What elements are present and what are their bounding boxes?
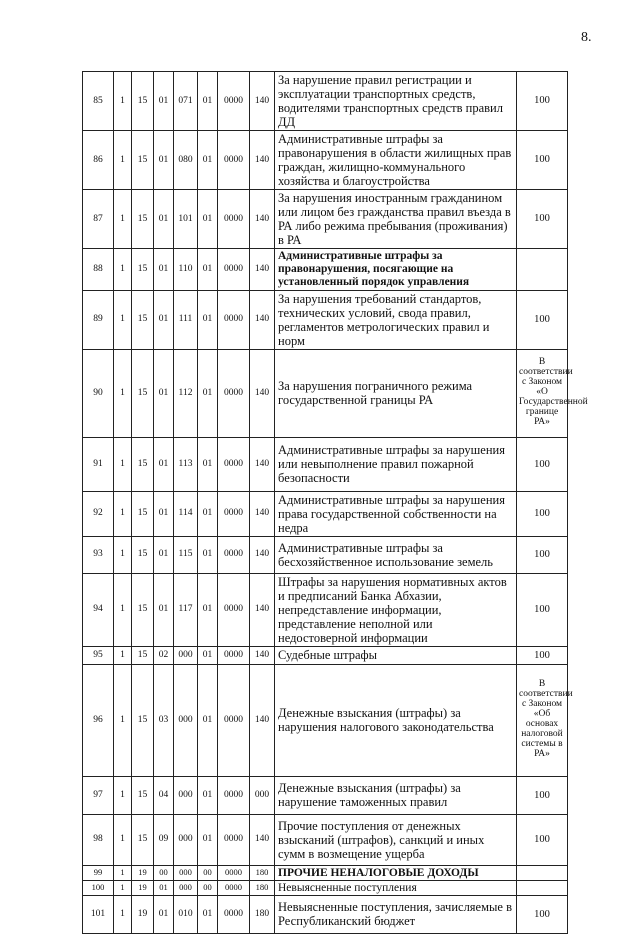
code-cell: 01 — [198, 646, 218, 664]
description-cell: Денежные взыскания (штрафы) за нарушения налогового законодательства — [275, 664, 517, 776]
row-number-cell: 95 — [83, 646, 114, 664]
code-cell: 0000 — [218, 880, 250, 895]
table-row — [83, 880, 568, 895]
page-number: 8. — [581, 30, 592, 45]
code-cell: 01 — [154, 190, 174, 249]
code-cell: 140 — [250, 249, 275, 291]
code-cell: 114 — [174, 491, 198, 536]
code-cell: 0000 — [218, 646, 250, 664]
code-cell: 113 — [174, 437, 198, 491]
code-cell: 000 — [174, 646, 198, 664]
value-cell: 100 — [517, 190, 568, 249]
code-cell: 1 — [114, 290, 132, 349]
row-number-cell: 86 — [83, 131, 114, 190]
value-cell — [517, 880, 568, 895]
code-cell: 01 — [198, 131, 218, 190]
code-cell: 01 — [198, 437, 218, 491]
code-cell: 15 — [132, 290, 154, 349]
description-cell: Административные штрафы за правонарушения, посягающие на установленный порядок управления — [275, 249, 517, 291]
code-cell: 01 — [198, 491, 218, 536]
code-cell: 01 — [198, 814, 218, 865]
code-cell: 01 — [154, 880, 174, 895]
code-cell: 1 — [114, 72, 132, 131]
description-cell: Административные штрафы за бесхозяйственное использование земель — [275, 536, 517, 573]
table-row — [83, 776, 568, 814]
table-row — [83, 646, 568, 664]
code-cell: 080 — [174, 131, 198, 190]
code-cell: 0000 — [218, 437, 250, 491]
row-number-cell: 94 — [83, 573, 114, 646]
table-row — [83, 72, 568, 131]
code-cell: 0000 — [218, 131, 250, 190]
table-row — [83, 190, 568, 249]
code-cell: 01 — [154, 349, 174, 437]
code-cell: 15 — [132, 190, 154, 249]
code-cell: 000 — [250, 776, 275, 814]
code-cell: 01 — [154, 72, 174, 131]
row-number-cell: 92 — [83, 491, 114, 536]
code-cell: 0000 — [218, 814, 250, 865]
description-cell: Административные штрафы за правонарушения в области жилищных прав граждан, жилищно-коммунального хозяйства и благоустройства — [275, 131, 517, 190]
code-cell: 01 — [154, 536, 174, 573]
code-cell: 000 — [174, 776, 198, 814]
row-number-cell: 88 — [83, 249, 114, 291]
code-cell: 15 — [132, 573, 154, 646]
table-row — [83, 664, 568, 776]
code-cell: 01 — [154, 290, 174, 349]
description-cell: ПРОЧИЕ НЕНАЛОГОВЫЕ ДОХОДЫ — [275, 865, 517, 880]
value-cell: 100 — [517, 290, 568, 349]
code-cell: 1 — [114, 895, 132, 933]
code-cell: 02 — [154, 646, 174, 664]
code-cell: 04 — [154, 776, 174, 814]
code-cell: 1 — [114, 190, 132, 249]
code-cell: 09 — [154, 814, 174, 865]
table-row — [83, 349, 568, 437]
code-cell: 01 — [198, 349, 218, 437]
value-cell: 100 — [517, 814, 568, 865]
row-number-cell: 85 — [83, 72, 114, 131]
code-cell: 115 — [174, 536, 198, 573]
value-cell: 100 — [517, 536, 568, 573]
code-cell: 01 — [154, 491, 174, 536]
code-cell: 140 — [250, 290, 275, 349]
code-cell: 15 — [132, 131, 154, 190]
code-cell: 01 — [198, 190, 218, 249]
code-cell: 140 — [250, 646, 275, 664]
code-cell: 1 — [114, 865, 132, 880]
code-cell: 180 — [250, 895, 275, 933]
row-number-cell: 97 — [83, 776, 114, 814]
table-row — [83, 491, 568, 536]
code-cell: 19 — [132, 865, 154, 880]
description-cell: Денежные взыскания (штрафы) за нарушение таможенных правил — [275, 776, 517, 814]
code-cell: 1 — [114, 536, 132, 573]
value-cell: В соответствии с Законом «О Государственной границе РА» — [517, 349, 568, 437]
code-cell: 15 — [132, 491, 154, 536]
code-cell: 140 — [250, 349, 275, 437]
code-cell: 101 — [174, 190, 198, 249]
value-cell: В соответствии с Законом «Об основах налоговой системы в РА» — [517, 664, 568, 776]
code-cell: 1 — [114, 349, 132, 437]
code-cell: 0000 — [218, 573, 250, 646]
code-cell: 1 — [114, 646, 132, 664]
code-cell: 01 — [198, 536, 218, 573]
code-cell: 15 — [132, 646, 154, 664]
code-cell: 00 — [154, 865, 174, 880]
code-cell: 03 — [154, 664, 174, 776]
code-cell: 0000 — [218, 72, 250, 131]
code-cell: 01 — [198, 573, 218, 646]
description-cell: За нарушение правил регистрации и эксплуатации транспортных средств, водителями транспортных средств правил ДД — [275, 72, 517, 131]
code-cell: 15 — [132, 536, 154, 573]
description-cell: Административные штрафы за нарушения или невыполнение правил пожарной безопасности — [275, 437, 517, 491]
code-cell: 01 — [154, 573, 174, 646]
description-cell: За нарушения пограничного режима государственной границы РА — [275, 349, 517, 437]
code-cell: 1 — [114, 814, 132, 865]
row-number-cell: 96 — [83, 664, 114, 776]
code-cell: 00 — [198, 880, 218, 895]
code-cell: 15 — [132, 437, 154, 491]
table-row — [83, 249, 568, 291]
code-cell: 140 — [250, 664, 275, 776]
code-cell: 117 — [174, 573, 198, 646]
code-cell: 01 — [154, 895, 174, 933]
row-number-cell: 99 — [83, 865, 114, 880]
code-cell: 01 — [198, 895, 218, 933]
code-cell: 15 — [132, 349, 154, 437]
value-cell — [517, 249, 568, 291]
value-cell: 100 — [517, 776, 568, 814]
row-number-cell: 93 — [83, 536, 114, 573]
code-cell: 000 — [174, 880, 198, 895]
description-cell: Штрафы за нарушения нормативных актов и предписаний Банка Абхазии, непредставление информации, представление неполной или недостоверной информации — [275, 573, 517, 646]
code-cell: 0000 — [218, 290, 250, 349]
description-cell: Невыясненные поступления — [275, 880, 517, 895]
code-cell: 1 — [114, 880, 132, 895]
code-cell: 110 — [174, 249, 198, 291]
code-cell: 00 — [198, 865, 218, 880]
value-cell: 100 — [517, 646, 568, 664]
code-cell: 000 — [174, 865, 198, 880]
code-cell: 010 — [174, 895, 198, 933]
code-cell: 0000 — [218, 249, 250, 291]
value-cell: 100 — [517, 72, 568, 131]
code-cell: 0000 — [218, 895, 250, 933]
code-cell: 140 — [250, 437, 275, 491]
code-cell: 0000 — [218, 190, 250, 249]
table-row — [83, 865, 568, 880]
code-cell: 1 — [114, 131, 132, 190]
code-cell: 19 — [132, 895, 154, 933]
code-cell: 01 — [154, 437, 174, 491]
table-row — [83, 536, 568, 573]
code-cell: 140 — [250, 573, 275, 646]
value-cell: 100 — [517, 895, 568, 933]
code-cell: 1 — [114, 776, 132, 814]
description-cell: Прочие поступления от денежных взысканий (штрафов), санкций и иных сумм в возмещение ущерба — [275, 814, 517, 865]
code-cell: 0000 — [218, 349, 250, 437]
code-cell: 15 — [132, 249, 154, 291]
code-cell: 1 — [114, 664, 132, 776]
description-cell: Судебные штрафы — [275, 646, 517, 664]
code-cell: 140 — [250, 491, 275, 536]
row-number-cell: 101 — [83, 895, 114, 933]
row-number-cell: 89 — [83, 290, 114, 349]
code-cell: 111 — [174, 290, 198, 349]
code-cell: 112 — [174, 349, 198, 437]
code-cell: 1 — [114, 573, 132, 646]
code-cell: 01 — [154, 249, 174, 291]
table-row — [83, 573, 568, 646]
code-cell: 15 — [132, 664, 154, 776]
description-cell: За нарушения иностранным гражданином или лицом без гражданства правил въезда в РА либо режима пребывания (проживания) в РА — [275, 190, 517, 249]
code-cell: 1 — [114, 437, 132, 491]
code-cell: 140 — [250, 72, 275, 131]
row-number-cell: 98 — [83, 814, 114, 865]
row-number-cell: 90 — [83, 349, 114, 437]
value-cell — [517, 865, 568, 880]
table-row — [83, 290, 568, 349]
description-cell: Невыясненные поступления, зачисляемые в Республиканский бюджет — [275, 895, 517, 933]
code-cell: 140 — [250, 536, 275, 573]
value-cell: 100 — [517, 437, 568, 491]
value-cell: 100 — [517, 491, 568, 536]
revenue-classification-table — [82, 71, 588, 934]
table-row — [83, 895, 568, 933]
code-cell: 0000 — [218, 491, 250, 536]
code-cell: 0000 — [218, 865, 250, 880]
code-cell: 01 — [154, 131, 174, 190]
row-number-cell: 91 — [83, 437, 114, 491]
code-cell: 15 — [132, 72, 154, 131]
code-cell: 01 — [198, 249, 218, 291]
table-row — [83, 814, 568, 865]
value-cell: 100 — [517, 131, 568, 190]
code-cell: 01 — [198, 72, 218, 131]
code-cell: 000 — [174, 664, 198, 776]
code-cell: 140 — [250, 190, 275, 249]
code-cell: 01 — [198, 290, 218, 349]
code-cell: 1 — [114, 249, 132, 291]
code-cell: 15 — [132, 776, 154, 814]
code-cell: 01 — [198, 664, 218, 776]
code-cell: 0000 — [218, 776, 250, 814]
table-row — [83, 131, 568, 190]
code-cell: 19 — [132, 880, 154, 895]
table-row — [83, 437, 568, 491]
code-cell: 000 — [174, 814, 198, 865]
description-cell: Административные штрафы за нарушения права государственной собственности на недра — [275, 491, 517, 536]
code-cell: 01 — [198, 776, 218, 814]
value-cell: 100 — [517, 573, 568, 646]
row-number-cell: 87 — [83, 190, 114, 249]
code-cell: 0000 — [218, 664, 250, 776]
description-cell: За нарушения требований стандартов, технических условий, свода правил, регламентов метрологических правил и норм — [275, 290, 517, 349]
code-cell: 071 — [174, 72, 198, 131]
code-cell: 140 — [250, 131, 275, 190]
code-cell: 140 — [250, 814, 275, 865]
code-cell: 0000 — [218, 536, 250, 573]
code-cell: 15 — [132, 814, 154, 865]
code-cell: 180 — [250, 865, 275, 880]
code-cell: 180 — [250, 880, 275, 895]
code-cell: 1 — [114, 491, 132, 536]
row-number-cell: 100 — [83, 880, 114, 895]
